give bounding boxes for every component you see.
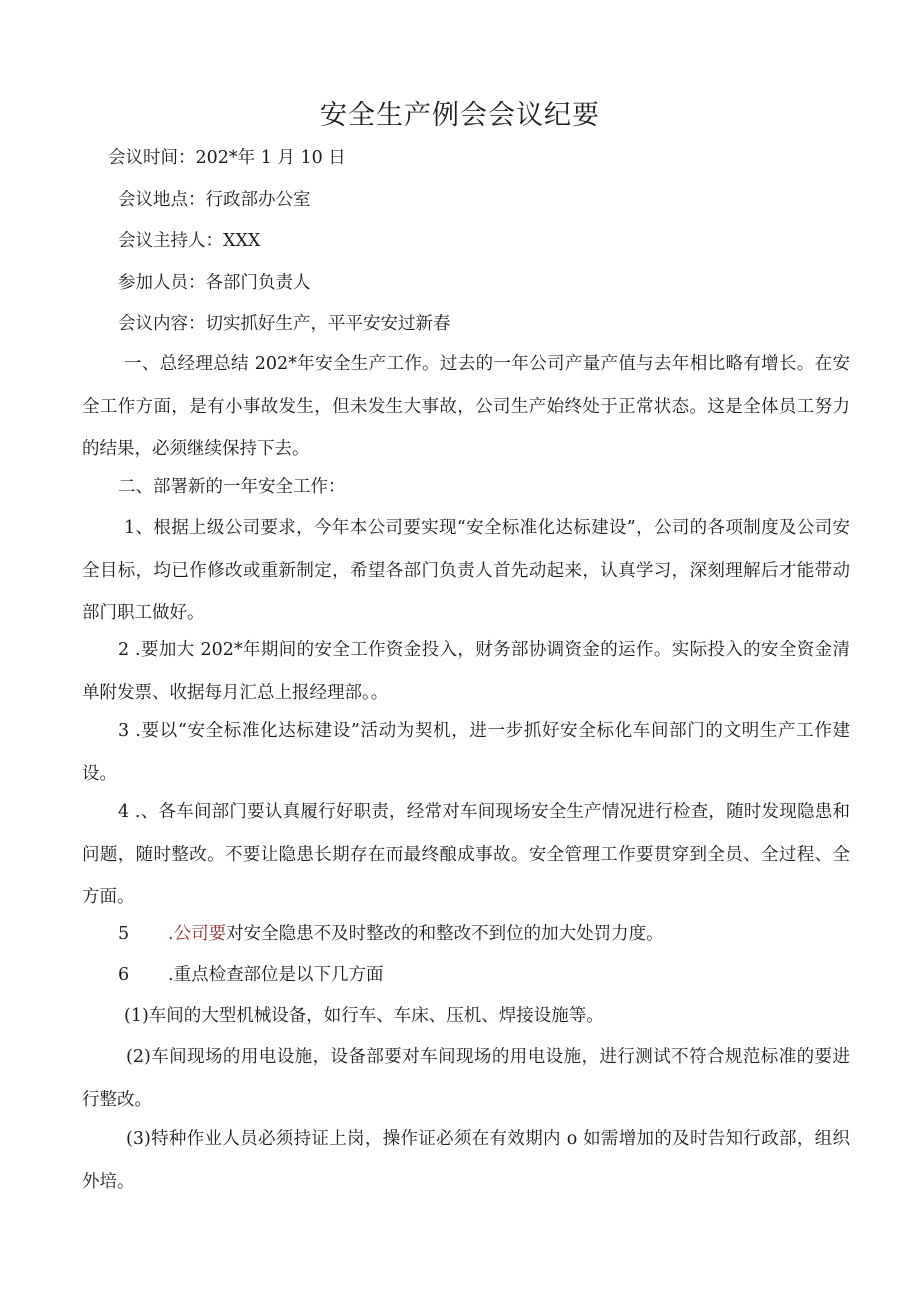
item-4: 4 .、各车间部门要认真履行好职责，经常对车间现场安全生产情况进行检查，随时发现隐患和问题，随时整改。不要让隐患长期存在而最终酿成事故。安全管理工作要贯穿到全员、全过程、全方面。 — [82, 802, 850, 907]
item-5 — [118, 913, 664, 956]
item-1: 1、根据上级公司要求，今年本公司要实现“安全标准化达标建设”，公司的各项制度及公司安全目标，均已作修改或重新制定，希望各部门负责人首先动起来，认真学习，深刻理解后才能带动部门职工做好。 — [82, 518, 850, 623]
item-2: 2 .要加大 202*年期间的安全工作资金投入，财务部协调资金的运作。实际投入的安全资金清单附发票、收据每月汇总上报经理部。。 — [82, 640, 850, 703]
sub-item-1: (1)车间的大型机械设备，如行车、车床、压机、焊接设施等。 — [124, 1006, 604, 1026]
item-5-text: 对安全隐患不及时整改的和整改不到位的加大处罚力度。 — [226, 924, 664, 944]
meeting-content: 会议内容：切实抓好生产，平平安安过新春 — [118, 314, 451, 334]
document-title: 安全生产例会会议纪要 — [320, 100, 600, 131]
section-2-heading: 二、部署新的一年安全工作： — [118, 477, 346, 497]
section-1-summary: 一、总经理总结 202*年安全生产工作。过去的一年公司产量产值与去年相比略有增长。在安全工作方面，是有小事故发生，但未发生大事故，公司生产始终处于正常状态。这是全体员工努力的结果，必须继续保持下去。 — [82, 354, 850, 459]
item-6-number: 6 — [118, 965, 130, 985]
sub-item-2: (2)车间现场的用电设施，设备部要对车间现场的用电设施，进行测试不符合规范标准的要进行整改。 — [82, 1047, 850, 1110]
meeting-attendees: 参加人员：各部门负责人 — [118, 273, 311, 293]
item-5-highlight: .公司要 — [168, 924, 227, 944]
sub-item-3: (3)特种作业人员必须持证上岗，操作证必须在有效期内 o 如需增加的及时告知行政部，组织外培。 — [82, 1129, 850, 1192]
item-5-number: 5 — [118, 924, 130, 944]
meeting-location: 会议地点：行政部办公室 — [118, 190, 311, 210]
item-3: 3 .要以“安全标准化达标建设”活动为契机，进一步抓好安全标化车间部门的文明生产工作建设。 — [82, 721, 850, 784]
item-6 — [118, 954, 384, 997]
item-6-text: .重点检查部位是以下几方面 — [168, 965, 384, 985]
meeting-host: 会议主持人：XXX — [118, 231, 261, 251]
meeting-time: 会议时间：202*年 1 月 10 日 — [108, 148, 346, 168]
